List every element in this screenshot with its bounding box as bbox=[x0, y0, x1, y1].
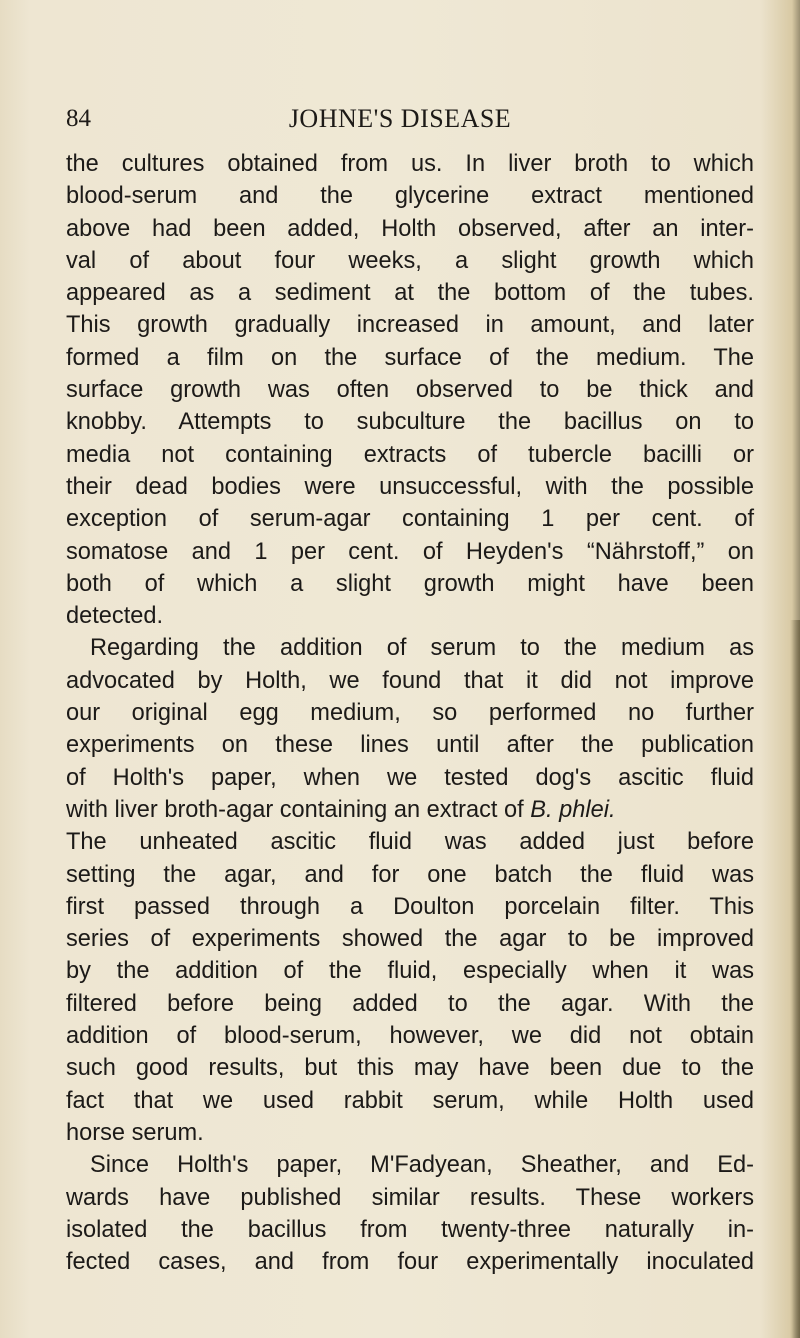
page-number: 84 bbox=[66, 105, 91, 132]
text-line: surface growth was often observed to be thick and bbox=[66, 377, 754, 404]
text-line: This growth gradually increased in amount, and later bbox=[66, 312, 754, 339]
text-line: addition of blood-serum, however, we did not obtain bbox=[66, 1023, 754, 1050]
text-line: above had been added, Holth observed, after an inter- bbox=[66, 215, 754, 242]
text-line: knobby. Attempts to subculture the bacillus on to bbox=[66, 409, 754, 436]
text-line: advocated by Holth, we found that it did not improve bbox=[66, 667, 754, 694]
text-line: series of experiments showed the agar to be improved bbox=[66, 926, 754, 953]
text-line: val of about four weeks, a slight growth which bbox=[66, 247, 754, 274]
page-header bbox=[0, 103, 800, 143]
text-line: of Holth's paper, when we tested dog's ascitic fluid bbox=[66, 764, 754, 791]
text-line: The unheated ascitic fluid was added just before bbox=[66, 829, 754, 856]
text-line: their dead bodies were unsuccessful, with the possible bbox=[66, 473, 754, 500]
text-line: filtered before being added to the agar. With the bbox=[66, 990, 754, 1017]
running-title: JOHNE'S DISEASE bbox=[288, 104, 512, 133]
text-line: our original egg medium, so performed no further bbox=[66, 700, 754, 727]
text-line: media not containing extracts of tubercle bacilli or bbox=[66, 441, 754, 468]
text-line bbox=[66, 794, 754, 826]
species-name: B. phlei. bbox=[530, 796, 616, 823]
text-line: setting the agar, and for one batch the fluid was bbox=[66, 861, 754, 888]
body-text bbox=[66, 148, 754, 1278]
text-line: Regarding the addition of serum to the medium as bbox=[90, 635, 754, 662]
text-line: fact that we used rabbit serum, while Holth used bbox=[66, 1087, 754, 1114]
text-line: detected. bbox=[66, 603, 164, 630]
text-line: both of which a slight growth might have been bbox=[66, 570, 754, 597]
text-line: Since Holth's paper, M'Fadyean, Sheather, and Ed- bbox=[90, 1152, 754, 1179]
text-line: isolated the bacillus from twenty-three naturally in- bbox=[66, 1216, 754, 1243]
text-line: wards have published similar results. These workers bbox=[66, 1184, 754, 1211]
text-line: such good results, but this may have been due to the bbox=[66, 1055, 754, 1082]
text-line: exception of serum-agar containing 1 per cent. of bbox=[66, 506, 754, 533]
text-line: the cultures obtained from us. In liver broth to which bbox=[66, 151, 754, 177]
text-line: appeared as a sediment at the bottom of the tubes. bbox=[66, 280, 754, 307]
text-line-segment: with liver broth-agar containing an extract of bbox=[66, 796, 531, 823]
text-line: fected cases, and from four experimentally inoculated bbox=[66, 1249, 754, 1276]
text-line: blood-serum and the glycerine extract mentioned bbox=[66, 183, 754, 210]
text-line: somatose and 1 per cent. of Heyden's “Nährstoff,” on bbox=[66, 538, 754, 565]
text-line: first passed through a Doulton porcelain filter. This bbox=[66, 893, 754, 920]
text-line: horse serum. bbox=[66, 1119, 204, 1146]
page-edge-shadow bbox=[790, 620, 800, 1338]
text-line: formed a film on the surface of the medium. The bbox=[66, 344, 754, 371]
text-line: by the addition of the fluid, especially when it was bbox=[66, 958, 754, 985]
text-line: experiments on these lines until after the publication bbox=[66, 732, 754, 759]
